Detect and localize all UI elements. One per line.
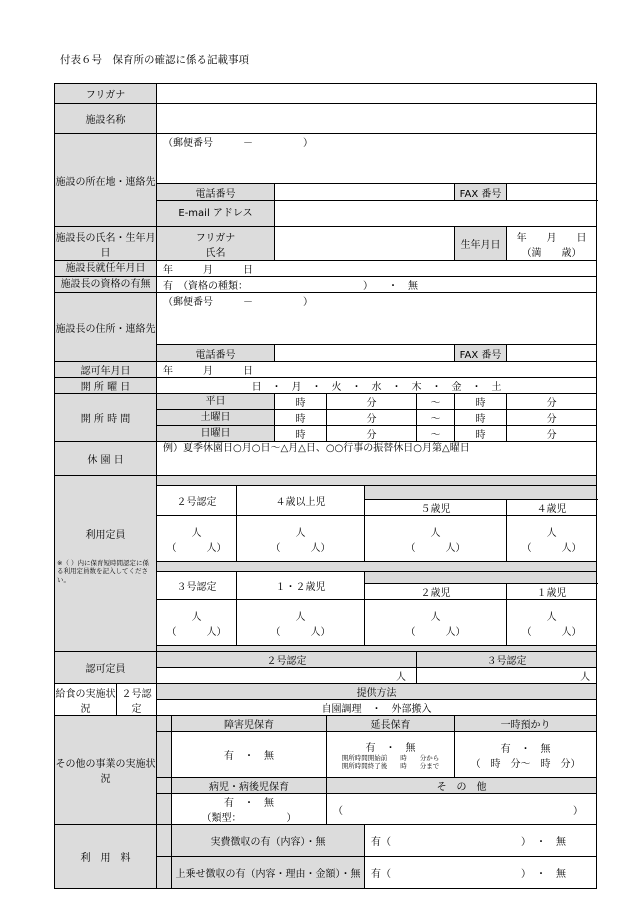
hours-open-min[interactable]: 分: [327, 394, 417, 410]
meal-label: 給食の実施状況: [55, 684, 117, 716]
hours-day-weekday: 平日: [157, 394, 275, 410]
fees-side: [157, 857, 172, 889]
extra-fee-label: 上乗せ徴収の有（内容・理由・金額）・無: [172, 857, 365, 889]
fax-field[interactable]: [507, 184, 597, 201]
sick-care-value[interactable]: 有 ・ 無 （類型： ）: [172, 794, 327, 825]
confirmation-form-table: [54, 83, 597, 889]
phone-label: 電話番号: [157, 184, 275, 201]
open-days-label: 開 所 曜 日: [55, 378, 157, 394]
actual-fee-value[interactable]: 有（ ） ・ 無: [365, 825, 597, 857]
other-value[interactable]: （ ）: [327, 794, 597, 825]
age1-label: １歳児: [507, 584, 597, 600]
hours-open-hour[interactable]: 時: [275, 394, 327, 410]
hours-tilde: ～: [417, 426, 455, 442]
fax-label: FAX 番号: [455, 184, 507, 201]
qualification-label: 施設長の資格の有無: [55, 277, 157, 293]
director-address-label: 施設長の住所・連絡先: [55, 293, 157, 362]
nin3-label: ３号認定: [157, 572, 237, 600]
sick-care-label: 病児・病後児保育: [172, 778, 327, 794]
approved-nin3-label: ３号認定: [417, 652, 597, 668]
form-title: 付表６号 保育所の確認に係る記載事項: [60, 54, 249, 66]
nin3-header-band: [365, 572, 597, 584]
furigana-name-label: フリガナ 氏名: [157, 227, 275, 261]
holiday-label: 休 園 日: [55, 442, 157, 476]
birthdate-label: 生年月日: [455, 227, 507, 261]
age2-label: ２歳児: [365, 584, 507, 600]
approval-date-label: 認可年月日: [55, 362, 157, 378]
director-postal-field[interactable]: （郵便番号 － ）: [157, 293, 597, 345]
capacity-note: ※（ ）内に保育短時間認定に係る利用定員数を記入してください。: [57, 559, 150, 584]
age4plus-label: ４歳以上児: [237, 486, 365, 516]
open-days-field[interactable]: 日 ・ 月 ・ 火 ・ 水 ・ 木 ・ 金 ・ 土: [157, 378, 597, 394]
age4plus-count[interactable]: 人 （ 人）: [237, 516, 365, 562]
actual-fee-label: 実費徴収の有（内容）・無: [172, 825, 365, 857]
nin2-count[interactable]: 人 （ 人）: [157, 516, 237, 562]
extended-care-label: 延長保育: [327, 716, 455, 732]
age5-count[interactable]: 人 （ 人）: [365, 516, 507, 562]
postal-code-field[interactable]: （郵便番号 － ）: [157, 134, 597, 184]
facility-name-field[interactable]: [157, 104, 597, 134]
age12-label: １・２歳児: [237, 572, 365, 600]
email-label: E-mail アドレス: [157, 201, 275, 227]
nin3-count[interactable]: 人 （ 人）: [157, 600, 237, 646]
phone-field[interactable]: [275, 184, 455, 201]
meal-method-options[interactable]: 自園調理 ・ 外部搬入: [157, 700, 597, 716]
other-services-side: [157, 794, 172, 825]
holiday-field[interactable]: 例）夏季休園日○月○日～△月△日、○○行事の振替休日○月第△曜日: [157, 442, 597, 476]
hours-open-hour[interactable]: 時: [275, 426, 327, 442]
hours-close-hour[interactable]: 時: [455, 410, 507, 426]
age5-label: ５歳児: [365, 500, 507, 516]
age12-count[interactable]: 人 （ 人）: [237, 600, 365, 646]
approved-nin3-count[interactable]: 人: [417, 668, 597, 684]
director-name-field[interactable]: [275, 227, 455, 261]
hours-day-saturday: 土曜日: [157, 410, 275, 426]
hours-open-hour[interactable]: 時: [275, 410, 327, 426]
email-field[interactable]: [275, 201, 597, 227]
capacity-label-cell: [55, 476, 157, 652]
extra-fee-value[interactable]: 有（ ） ・ 無: [365, 857, 597, 889]
qualification-field[interactable]: 有 （資格の種類： ） ・ 無: [157, 277, 597, 293]
hours-open-min[interactable]: 分: [327, 426, 417, 442]
appointed-label: 施設長就任年月日: [55, 261, 157, 277]
meal-nin2-label: ２号認定: [117, 684, 157, 716]
hours-close-hour[interactable]: 時: [455, 426, 507, 442]
director-name-label: 施設長の氏名・生年月日: [55, 227, 157, 261]
hours-label: 開 所 時 間: [55, 394, 157, 442]
nin2-header-band: [365, 486, 597, 500]
hours-close-hour[interactable]: 時: [455, 394, 507, 410]
approved-nin2-count[interactable]: 人: [157, 668, 417, 684]
nin2-label: ２号認定: [157, 486, 237, 516]
other-services-side: [157, 716, 172, 732]
meal-method-label: 提供方法: [157, 684, 597, 700]
appointed-field[interactable]: 年 月 日: [157, 261, 597, 277]
other-label: そ の 他: [327, 778, 597, 794]
hours-close-min[interactable]: 分: [507, 410, 597, 426]
approval-date-field[interactable]: 年 月 日: [157, 362, 597, 378]
capacity-spacer: [157, 476, 597, 486]
approved-nin2-label: ２号認定: [157, 652, 417, 668]
age4-label: ４歳児: [507, 500, 597, 516]
fees-label: 利 用 料: [55, 825, 157, 889]
capacity-spacer: [157, 562, 597, 572]
capacity-label: 利用定員: [85, 530, 126, 541]
extended-care-value[interactable]: 有 ・ 無 開所時間開始前 時 分から 開所時間終了後 時 分まで: [327, 732, 455, 778]
approved-capacity-label: 認可定員: [55, 652, 157, 684]
furigana-field[interactable]: [157, 84, 597, 104]
age2-count[interactable]: 人 （ 人）: [365, 600, 507, 646]
birthdate-field[interactable]: 年 月 日 （満 歳）: [507, 227, 597, 261]
hours-close-min[interactable]: 分: [507, 394, 597, 410]
furigana-label: フリガナ: [55, 84, 157, 104]
hours-day-sunday: 日曜日: [157, 426, 275, 442]
director-fax-label: FAX 番号: [455, 345, 507, 362]
hours-close-min[interactable]: 分: [507, 426, 597, 442]
other-services-side: [157, 778, 172, 794]
disabled-care-value[interactable]: 有 ・ 無: [172, 732, 327, 778]
age1-count[interactable]: 人 （ 人）: [507, 600, 597, 646]
director-phone-label: 電話番号: [157, 345, 275, 362]
age4-count[interactable]: 人 （ 人）: [507, 516, 597, 562]
location-label: 施設の所在地・連絡先: [55, 134, 157, 227]
hours-tilde: ～: [417, 394, 455, 410]
hours-open-min[interactable]: 分: [327, 410, 417, 426]
director-fax-field[interactable]: [507, 345, 597, 362]
other-services-label: その他の事業の実施状況: [55, 716, 157, 825]
temporary-care-value[interactable]: 有 ・ 無 （ 時 分～ 時 分）: [455, 732, 597, 778]
fees-side: [157, 825, 172, 857]
director-phone-field[interactable]: [275, 345, 455, 362]
disabled-care-label: 障害児保育: [172, 716, 327, 732]
other-services-side: [157, 732, 172, 778]
facility-name-label: 施設名称: [55, 104, 157, 134]
temporary-care-label: 一時預かり: [455, 716, 597, 732]
hours-tilde: ～: [417, 410, 455, 426]
